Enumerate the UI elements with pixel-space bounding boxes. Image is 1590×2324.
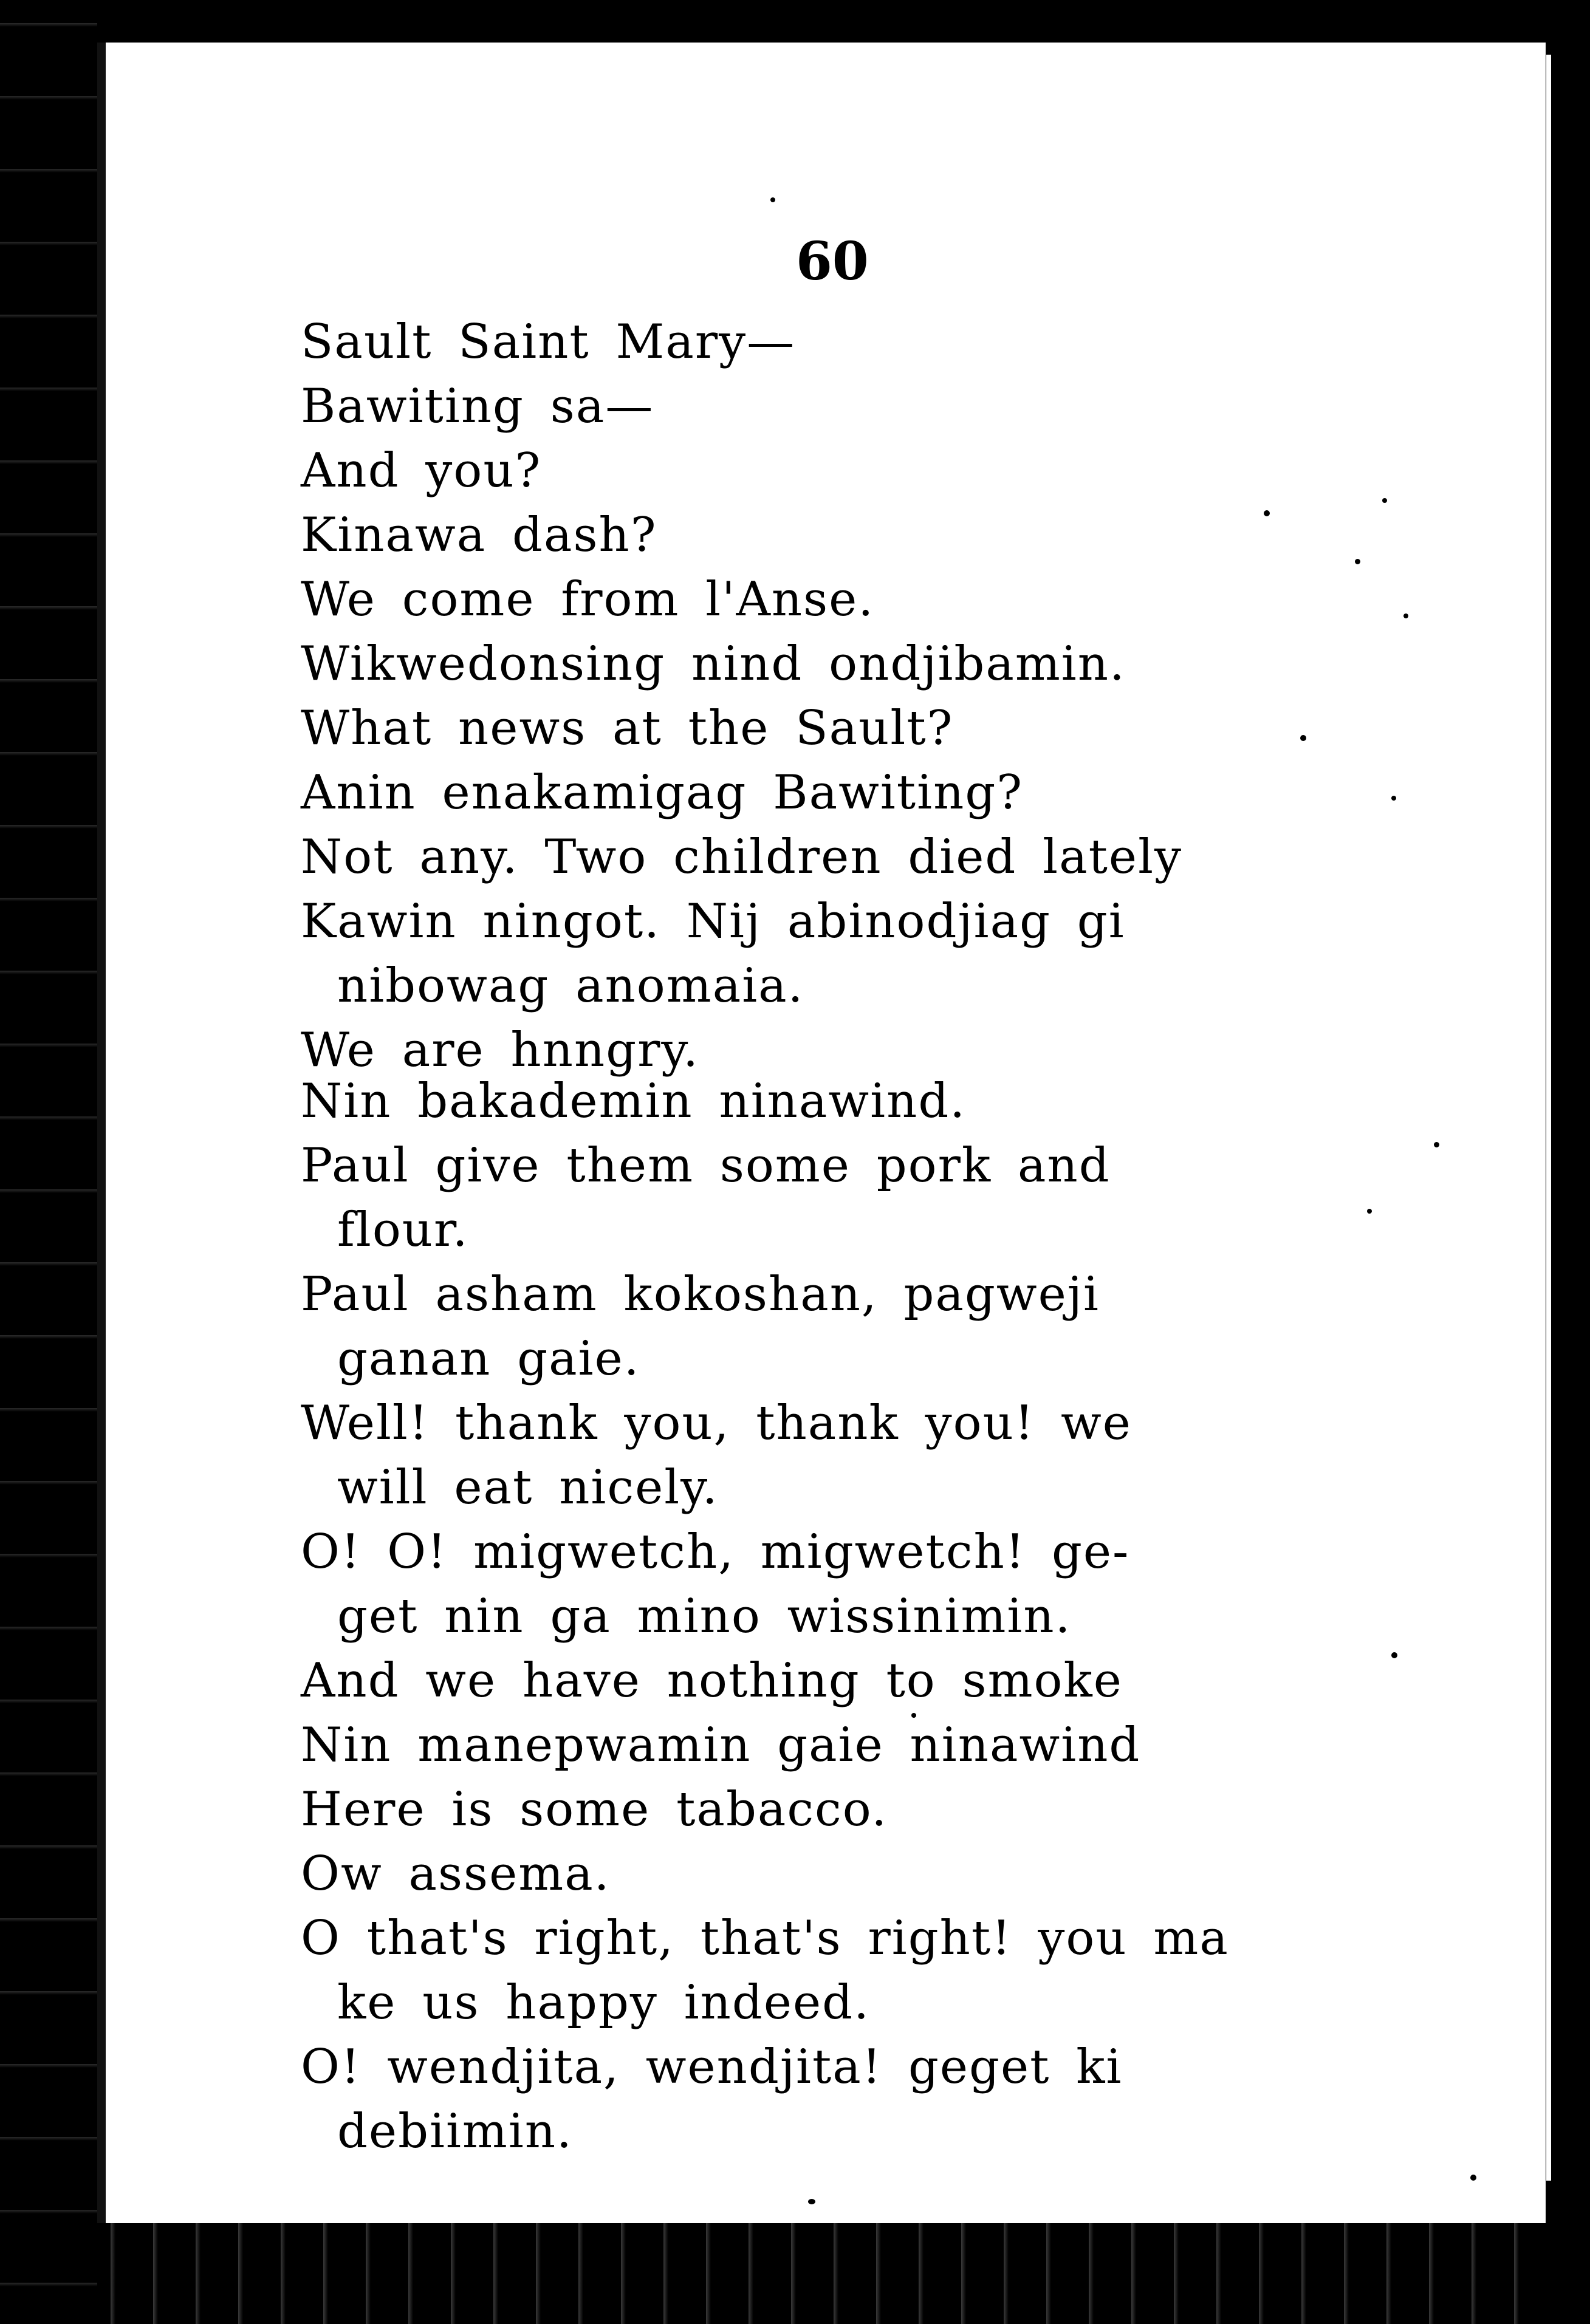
text-line: Bawiting sa— bbox=[301, 379, 654, 434]
text-line: Ow assema. bbox=[301, 1847, 611, 1901]
text-line: And we have nothing to smoke bbox=[301, 1653, 1123, 1708]
text-line: And you? bbox=[301, 443, 542, 498]
text-line: Not any. Two children died lately bbox=[301, 830, 1183, 884]
print-speck bbox=[1403, 613, 1408, 618]
text-line: debiimin. bbox=[337, 2104, 573, 2159]
print-speck bbox=[1391, 1652, 1397, 1658]
print-speck bbox=[1264, 510, 1270, 516]
text-line: nibowag anomaia. bbox=[337, 959, 804, 1013]
text-line: Paul asham kokoshan, pagweji bbox=[301, 1267, 1100, 1322]
print-speck bbox=[1391, 796, 1396, 801]
text-line: Wikwedonsing nind ondjibamin. bbox=[301, 637, 1126, 691]
print-speck bbox=[911, 1713, 916, 1718]
print-speck bbox=[1470, 2175, 1476, 2181]
facing-page-line bbox=[1546, 55, 1551, 2181]
text-line: We are hnngry. bbox=[301, 1023, 699, 1078]
text-line: will eat nicely. bbox=[337, 1460, 719, 1515]
text-line: Kawin ningot. Nij abinodjiag gi bbox=[301, 894, 1125, 949]
book-binding bbox=[0, 0, 97, 2324]
text-line: Nin manepwamin gaie ninawind bbox=[301, 1718, 1141, 1772]
page-text bbox=[301, 310, 1455, 2164]
page-bottom-edge bbox=[97, 2223, 1537, 2324]
text-line: Anin enakamigag Bawiting? bbox=[301, 765, 1024, 820]
text-line: Paul give them some pork and bbox=[301, 1138, 1111, 1193]
print-speck bbox=[808, 2199, 815, 2204]
print-speck bbox=[1367, 1209, 1372, 1214]
text-line: Well! thank you, thank you! we bbox=[301, 1396, 1132, 1451]
page-number: 60 bbox=[796, 231, 869, 292]
print-speck bbox=[770, 197, 775, 202]
text-line: We come from l'Anse. bbox=[301, 572, 875, 627]
print-speck bbox=[1355, 559, 1360, 564]
text-line: ganan gaie. bbox=[337, 1331, 640, 1386]
text-line: O! O! migwetch, migwetch! ge- bbox=[301, 1525, 1130, 1579]
text-line: get nin ga mino wissinimin. bbox=[337, 1589, 1072, 1644]
text-line: ke us happy indeed. bbox=[337, 1975, 870, 2030]
text-line: O that's right, that's right! you ma bbox=[301, 1911, 1229, 1966]
text-line: flour. bbox=[337, 1203, 469, 1257]
print-speck bbox=[1300, 735, 1306, 741]
print-speck bbox=[1382, 498, 1387, 503]
text-line: Here is some tabacco. bbox=[301, 1782, 888, 1837]
text-line: What news at the Sault? bbox=[301, 701, 954, 756]
text-line: Sault Saint Mary— bbox=[301, 315, 796, 369]
text-line: Kinawa dash? bbox=[301, 508, 657, 562]
text-line: Nin bakademin ninawind. bbox=[301, 1074, 967, 1129]
text-line: O! wendjita, wendjita! geget ki bbox=[301, 2040, 1123, 2094]
print-speck bbox=[1434, 1142, 1439, 1147]
